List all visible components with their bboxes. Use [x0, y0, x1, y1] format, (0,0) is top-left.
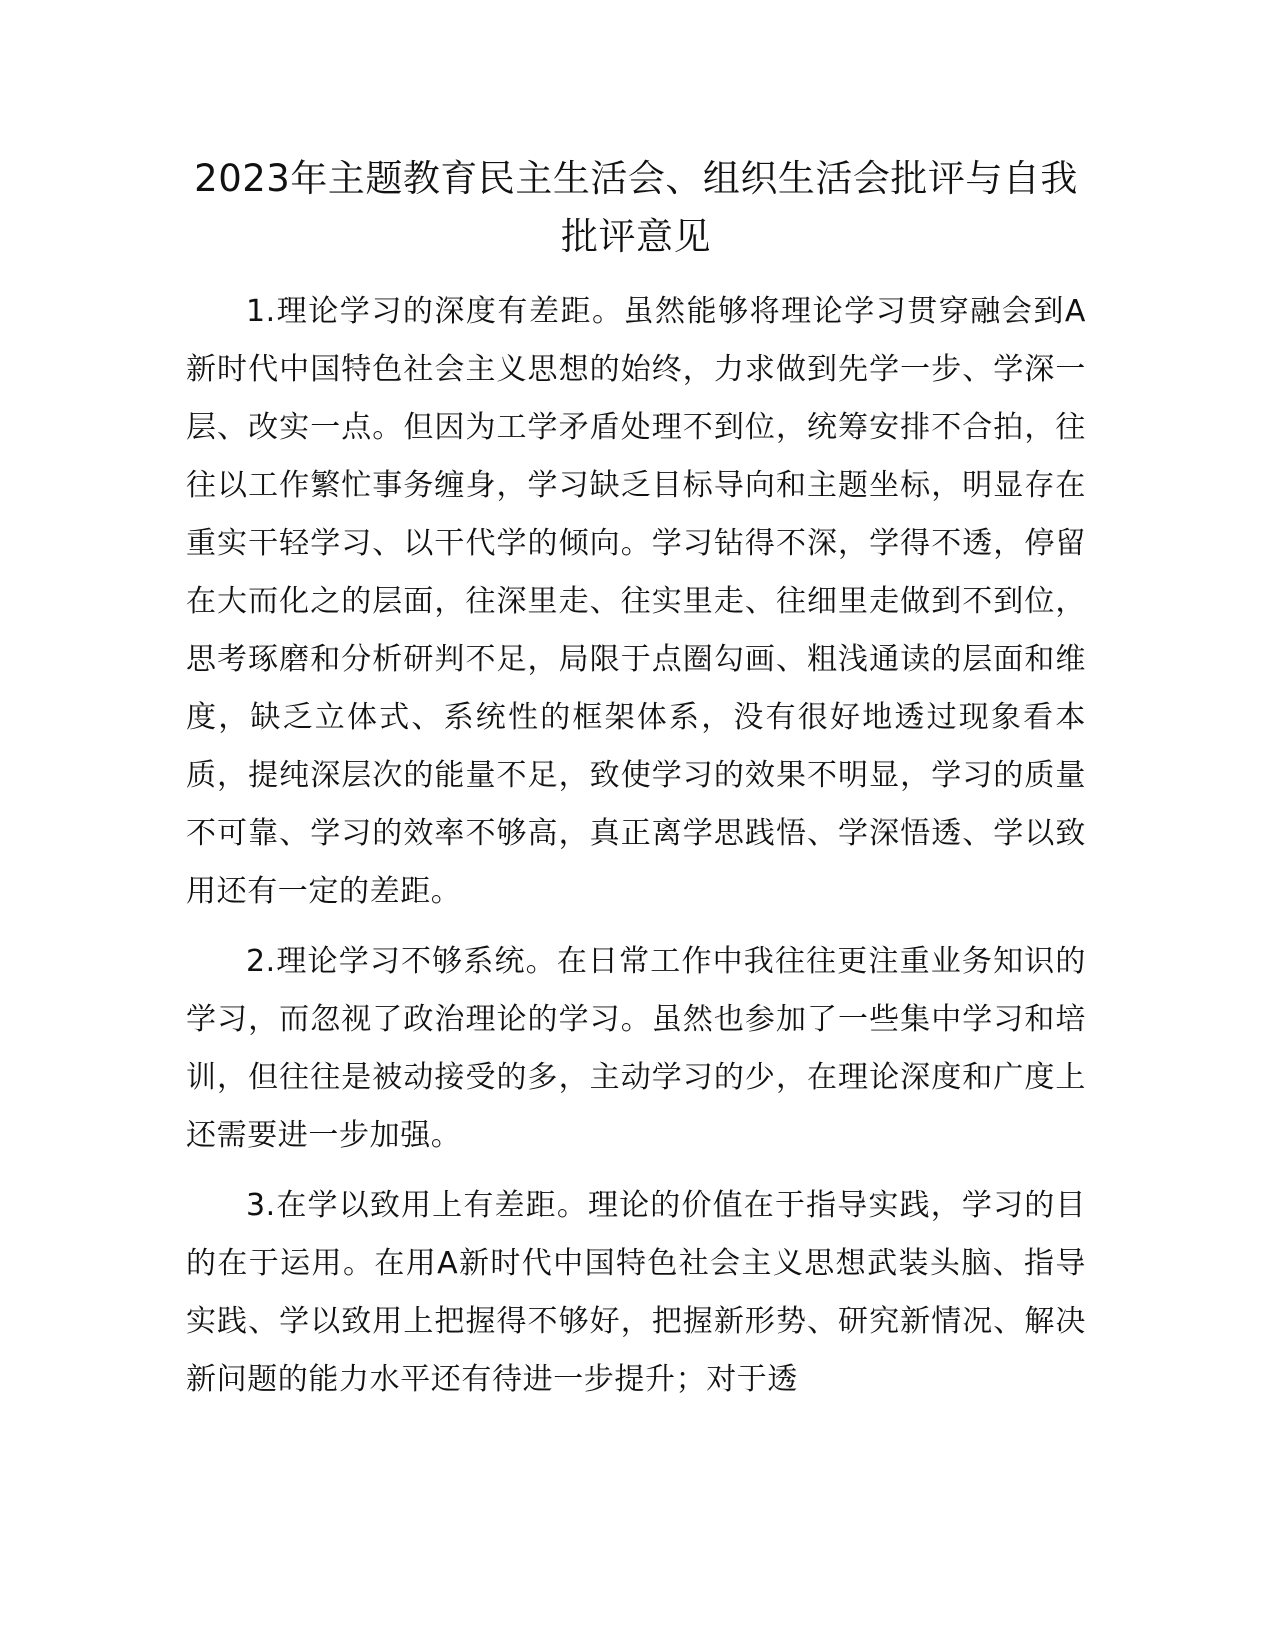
paragraph-3: 3.在学以致用上有差距。理论的价值在于指导实践，学习的目的在于运用。在用A新时代中国特色社会主义思想武装头脑、指导实践、学以致用上把握得不够好，把握新形势、研究新情况、解决新问题的能力水平还有待进一步提升；对于透	[186, 1188, 1086, 1397]
paragraph-2: 2.理论学习不够系统。在日常工作中我往往更注重业务知识的学习，而忽视了政治理论的学习。虽然也参加了一些集中学习和培训，但往往是被动接受的多，主动学习的少，在理论深度和广度上还需要进一步加强。	[186, 944, 1086, 1153]
paragraph-1: 1.理论学习的深度有差距。虽然能够将理论学习贯穿融会到A新时代中国特色社会主义思想的始终，力求做到先学一步、学深一层、改实一点。但因为工学矛盾处理不到位，统筹安排不合拍，往往以工作繁忙事务缠身，学习缺乏目标导向和主题坐标，明显存在重实干轻学习、以干代学的倾向。学习钻得不深，学得不透，停留在大而化之的层面，往深里走、往实里走、往细里走做到不到位，思考琢磨和分析研判不足，局限于点圈勾画、粗浅通读的层面和维度，缺乏立体式、系统性的框架体系，没有很好地透过现象看本质，提纯深层次的能量不足，致使学习的效果不明显，学习的质量不可靠、学习的效率不够高，真正离学思践悟、学深悟透、学以致用还有一定的差距。	[186, 294, 1086, 909]
document-body	[186, 283, 1086, 1421]
document-title: 2023年主题教育民主生活会、组织生活会批评与自我批评意见	[194, 157, 1078, 258]
